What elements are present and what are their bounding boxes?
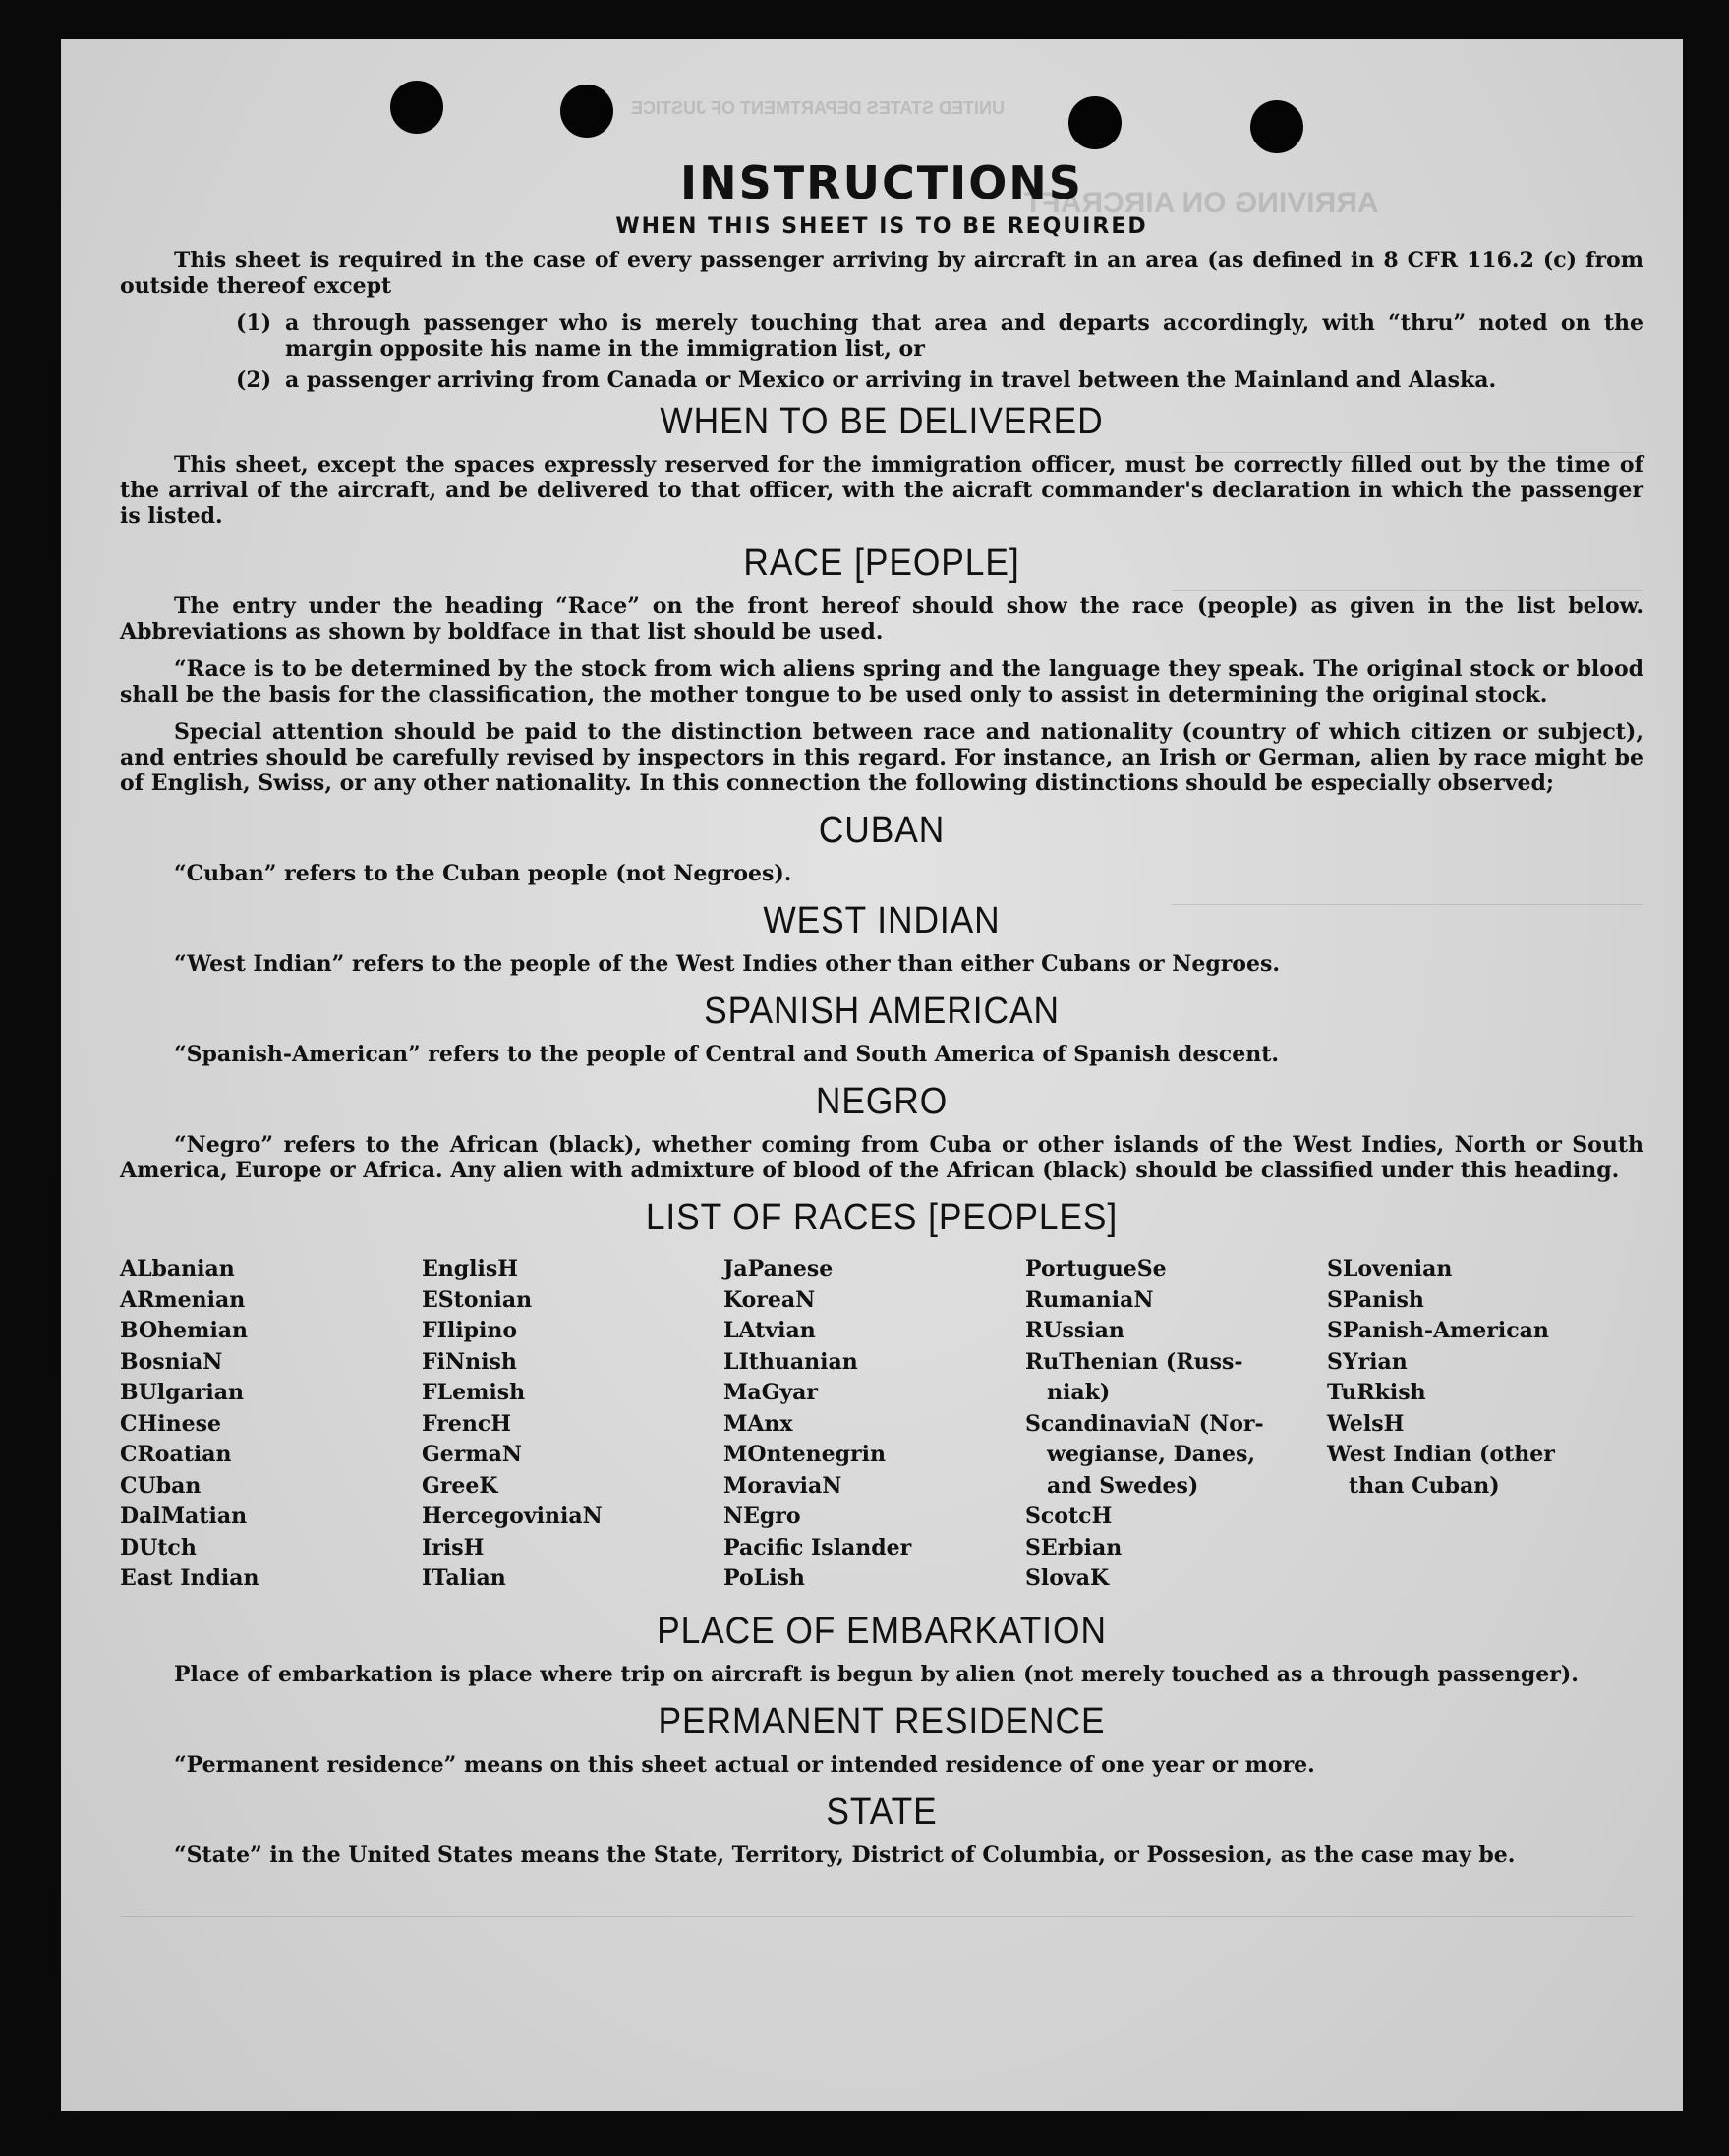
- section-heading-cuban: CUBAN: [818, 810, 946, 851]
- punch-hole: [390, 81, 443, 134]
- race-entry: FIlipino: [422, 1318, 518, 1343]
- exception-text: a passenger arriving from Canada or Mexico or arriving in travel between the Mainland and Alaska.: [285, 368, 1497, 393]
- race-entry: CHinese: [120, 1410, 222, 1437]
- races-list: [120, 1254, 1643, 1595]
- punch-hole: [1250, 100, 1303, 153]
- race-entry: West Indian (other: [1327, 1442, 1555, 1467]
- delivered-text: This sheet, except the spaces expressly reserved for the immigration officer, must be correctly filled out by the time of the arrival of the aircraft, and be delivered to that officer, with the aicraft commander's declaration in which the passenger is listed.: [120, 452, 1643, 529]
- race-entry: East Indian: [120, 1565, 259, 1591]
- race-entry: EStonian: [422, 1286, 533, 1313]
- race-entry: LIthuanian: [723, 1348, 858, 1375]
- race-entry: TuRkish: [1327, 1380, 1426, 1405]
- race-entry: SPanish-American: [1327, 1318, 1549, 1343]
- race-entry: EnglisH: [422, 1256, 519, 1281]
- exception-item: [236, 311, 1643, 362]
- race-entry: SLovenian: [1327, 1256, 1453, 1281]
- section-heading-delivered: WHEN TO BE DELIVERED: [660, 401, 1104, 442]
- exception-number: (2): [236, 368, 272, 393]
- document-page: [61, 39, 1683, 2111]
- race-paragraph-1: The entry under the heading “Race” on the front hereof should show the race (people) as given in the list below. Abbreviations as shown by boldface in that list should be used.: [120, 594, 1643, 645]
- race-entry: MAnx: [723, 1410, 793, 1437]
- race-entry: SErbian: [1025, 1534, 1123, 1560]
- race-entry: ARmenian: [120, 1286, 246, 1313]
- race-entry: DUtch: [120, 1534, 197, 1560]
- negro-text: “Negro” refers to the African (black), whether coming from Cuba or other islands of the West Indies, North or South America, Europe or Africa. Any alien with admixture of blood of the African (black) should be classified under this heading.: [120, 1132, 1643, 1183]
- bleed-through: ARRIVING ON AIRCRAFT: [1024, 187, 1379, 219]
- race-entry: RUssian: [1025, 1318, 1124, 1343]
- race-entry: BUlgarian: [120, 1380, 244, 1405]
- section-heading-list-of-races: LIST OF RACES [PEOPLES]: [645, 1197, 1119, 1238]
- race-entry: NEgro: [723, 1504, 801, 1529]
- race-entry: PortugueSe: [1025, 1256, 1167, 1281]
- race-entry: ScotcH: [1025, 1504, 1113, 1529]
- race-entry-continuation: and Swedes): [1047, 1472, 1199, 1499]
- race-entry: SYrian: [1327, 1348, 1408, 1375]
- punch-hole: [560, 85, 613, 138]
- race-entry: DalMatian: [120, 1504, 248, 1529]
- race-entry: WelsH: [1327, 1410, 1405, 1437]
- race-entry: RuThenian (Russ-: [1025, 1348, 1243, 1375]
- residence-text: “Permanent residence” means on this sheet actual or intended residence of one year or more.: [174, 1751, 1315, 1778]
- race-entry: CUban: [120, 1472, 202, 1499]
- race-entry: KoreaN: [723, 1286, 816, 1313]
- embarkation-text: Place of embarkation is place where trip on aircraft is begun by alien (not merely touched as a through passenger).: [174, 1661, 1579, 1687]
- section-heading-spanish-american: SPANISH AMERICAN: [704, 991, 1060, 1032]
- state-text: “State” in the United States means the State, Territory, District of Columbia, or Possesion, as the case may be.: [174, 1842, 1516, 1868]
- race-entry: MaGyar: [723, 1380, 819, 1405]
- race-entry: JaPanese: [723, 1256, 834, 1281]
- race-entry: FrencH: [422, 1410, 511, 1437]
- races-column: [422, 1254, 723, 1595]
- race-entry: BosniaN: [120, 1348, 223, 1375]
- exception-item: [236, 368, 1643, 393]
- section-heading-west-indian: WEST INDIAN: [763, 900, 1001, 941]
- race-entry: PoLish: [723, 1565, 805, 1591]
- exception-text: a through passenger who is merely touching that area and departs accordingly, with “thru” noted on the margin opposite his name in the immigration list, or: [285, 311, 1643, 362]
- race-entry: FLemish: [422, 1380, 526, 1405]
- race-entry: IrisH: [422, 1534, 485, 1560]
- race-entry: CRoatian: [120, 1442, 232, 1467]
- race-entry: GreeK: [422, 1472, 498, 1499]
- races-column: [1025, 1254, 1327, 1595]
- race-entry-continuation: wegianse, Danes,: [1047, 1442, 1255, 1467]
- section-heading-residence: PERMANENT RESIDENCE: [658, 1700, 1106, 1742]
- section-heading-state: STATE: [826, 1790, 938, 1833]
- page-title: INSTRUCTIONS: [680, 156, 1083, 209]
- instructions-body: [120, 155, 1643, 1880]
- race-entry: HercegovinіaN: [422, 1504, 603, 1529]
- race-entry-continuation: than Cuban): [1349, 1472, 1500, 1499]
- race-entry: MOntenegrin: [723, 1442, 886, 1467]
- spanish-american-text: “Spanish-American” refers to the people of Central and South America of Spanish descent.: [174, 1042, 1280, 1067]
- bleed-through: UNITED STATES DEPARTMENT OF JUSTICE: [631, 98, 1006, 118]
- punch-hole: [1068, 96, 1122, 149]
- race-entry: ITalian: [422, 1565, 506, 1591]
- bleed-line: [120, 1916, 1634, 1917]
- race-entry: SlovaK: [1025, 1565, 1110, 1591]
- race-entry: FiNnish: [422, 1348, 517, 1375]
- cuban-text: “Cuban” refers to the Cuban people (not Negroes).: [174, 861, 792, 886]
- section-heading-race: RACE [PEOPLE]: [743, 542, 1020, 584]
- page-subtitle: WHEN THIS SHEET IS TO BE REQUIRED: [615, 214, 1148, 239]
- races-column: [723, 1254, 1025, 1595]
- race-entry: BOhemian: [120, 1318, 249, 1343]
- section-heading-negro: NEGRO: [815, 1081, 949, 1122]
- races-column: [1327, 1254, 1643, 1595]
- race-entry: Pacific Islander: [723, 1534, 912, 1560]
- race-paragraph-3: Special attention should be paid to the distinction between race and nationality (country of which citizen or subject), and entries should be carefully revised by inspectors in this regard. For instance, an Irish or German, alien by race might be of English, Swiss, or any other nationality. In this connection the following distinctions should be especially observed;: [120, 719, 1643, 796]
- section-heading-embarkation: PLACE OF EMBARKATION: [657, 1610, 1107, 1652]
- race-paragraph-2: “Race is to be determined by the stock from wich aliens spring and the language they speak. The original stock or blood shall be the basis for the classification, the mother tongue to be used only to assist in determining the original stock.: [120, 656, 1643, 708]
- west-indian-text: “West Indian” refers to the people of the West Indies other than either Cubans or Negroes.: [174, 951, 1281, 977]
- race-entry: MoraviaN: [723, 1472, 842, 1499]
- race-entry: SPanish: [1327, 1286, 1424, 1313]
- race-entry: LAtvian: [723, 1318, 816, 1343]
- race-entry: RumaniaN: [1025, 1286, 1154, 1313]
- required-intro: This sheet is required in the case of every passenger arriving by aircraft in an area (as defined in 8 CFR 116.2 (c) from outside thereof except: [120, 248, 1643, 299]
- exception-number: (1): [236, 311, 272, 336]
- race-entry-continuation: niak): [1047, 1380, 1111, 1405]
- race-entry: GermaN: [422, 1442, 523, 1467]
- race-entry: ScandinaviaN (Nor-: [1025, 1410, 1264, 1437]
- races-column: [120, 1254, 422, 1595]
- race-entry: ALbanian: [120, 1256, 235, 1281]
